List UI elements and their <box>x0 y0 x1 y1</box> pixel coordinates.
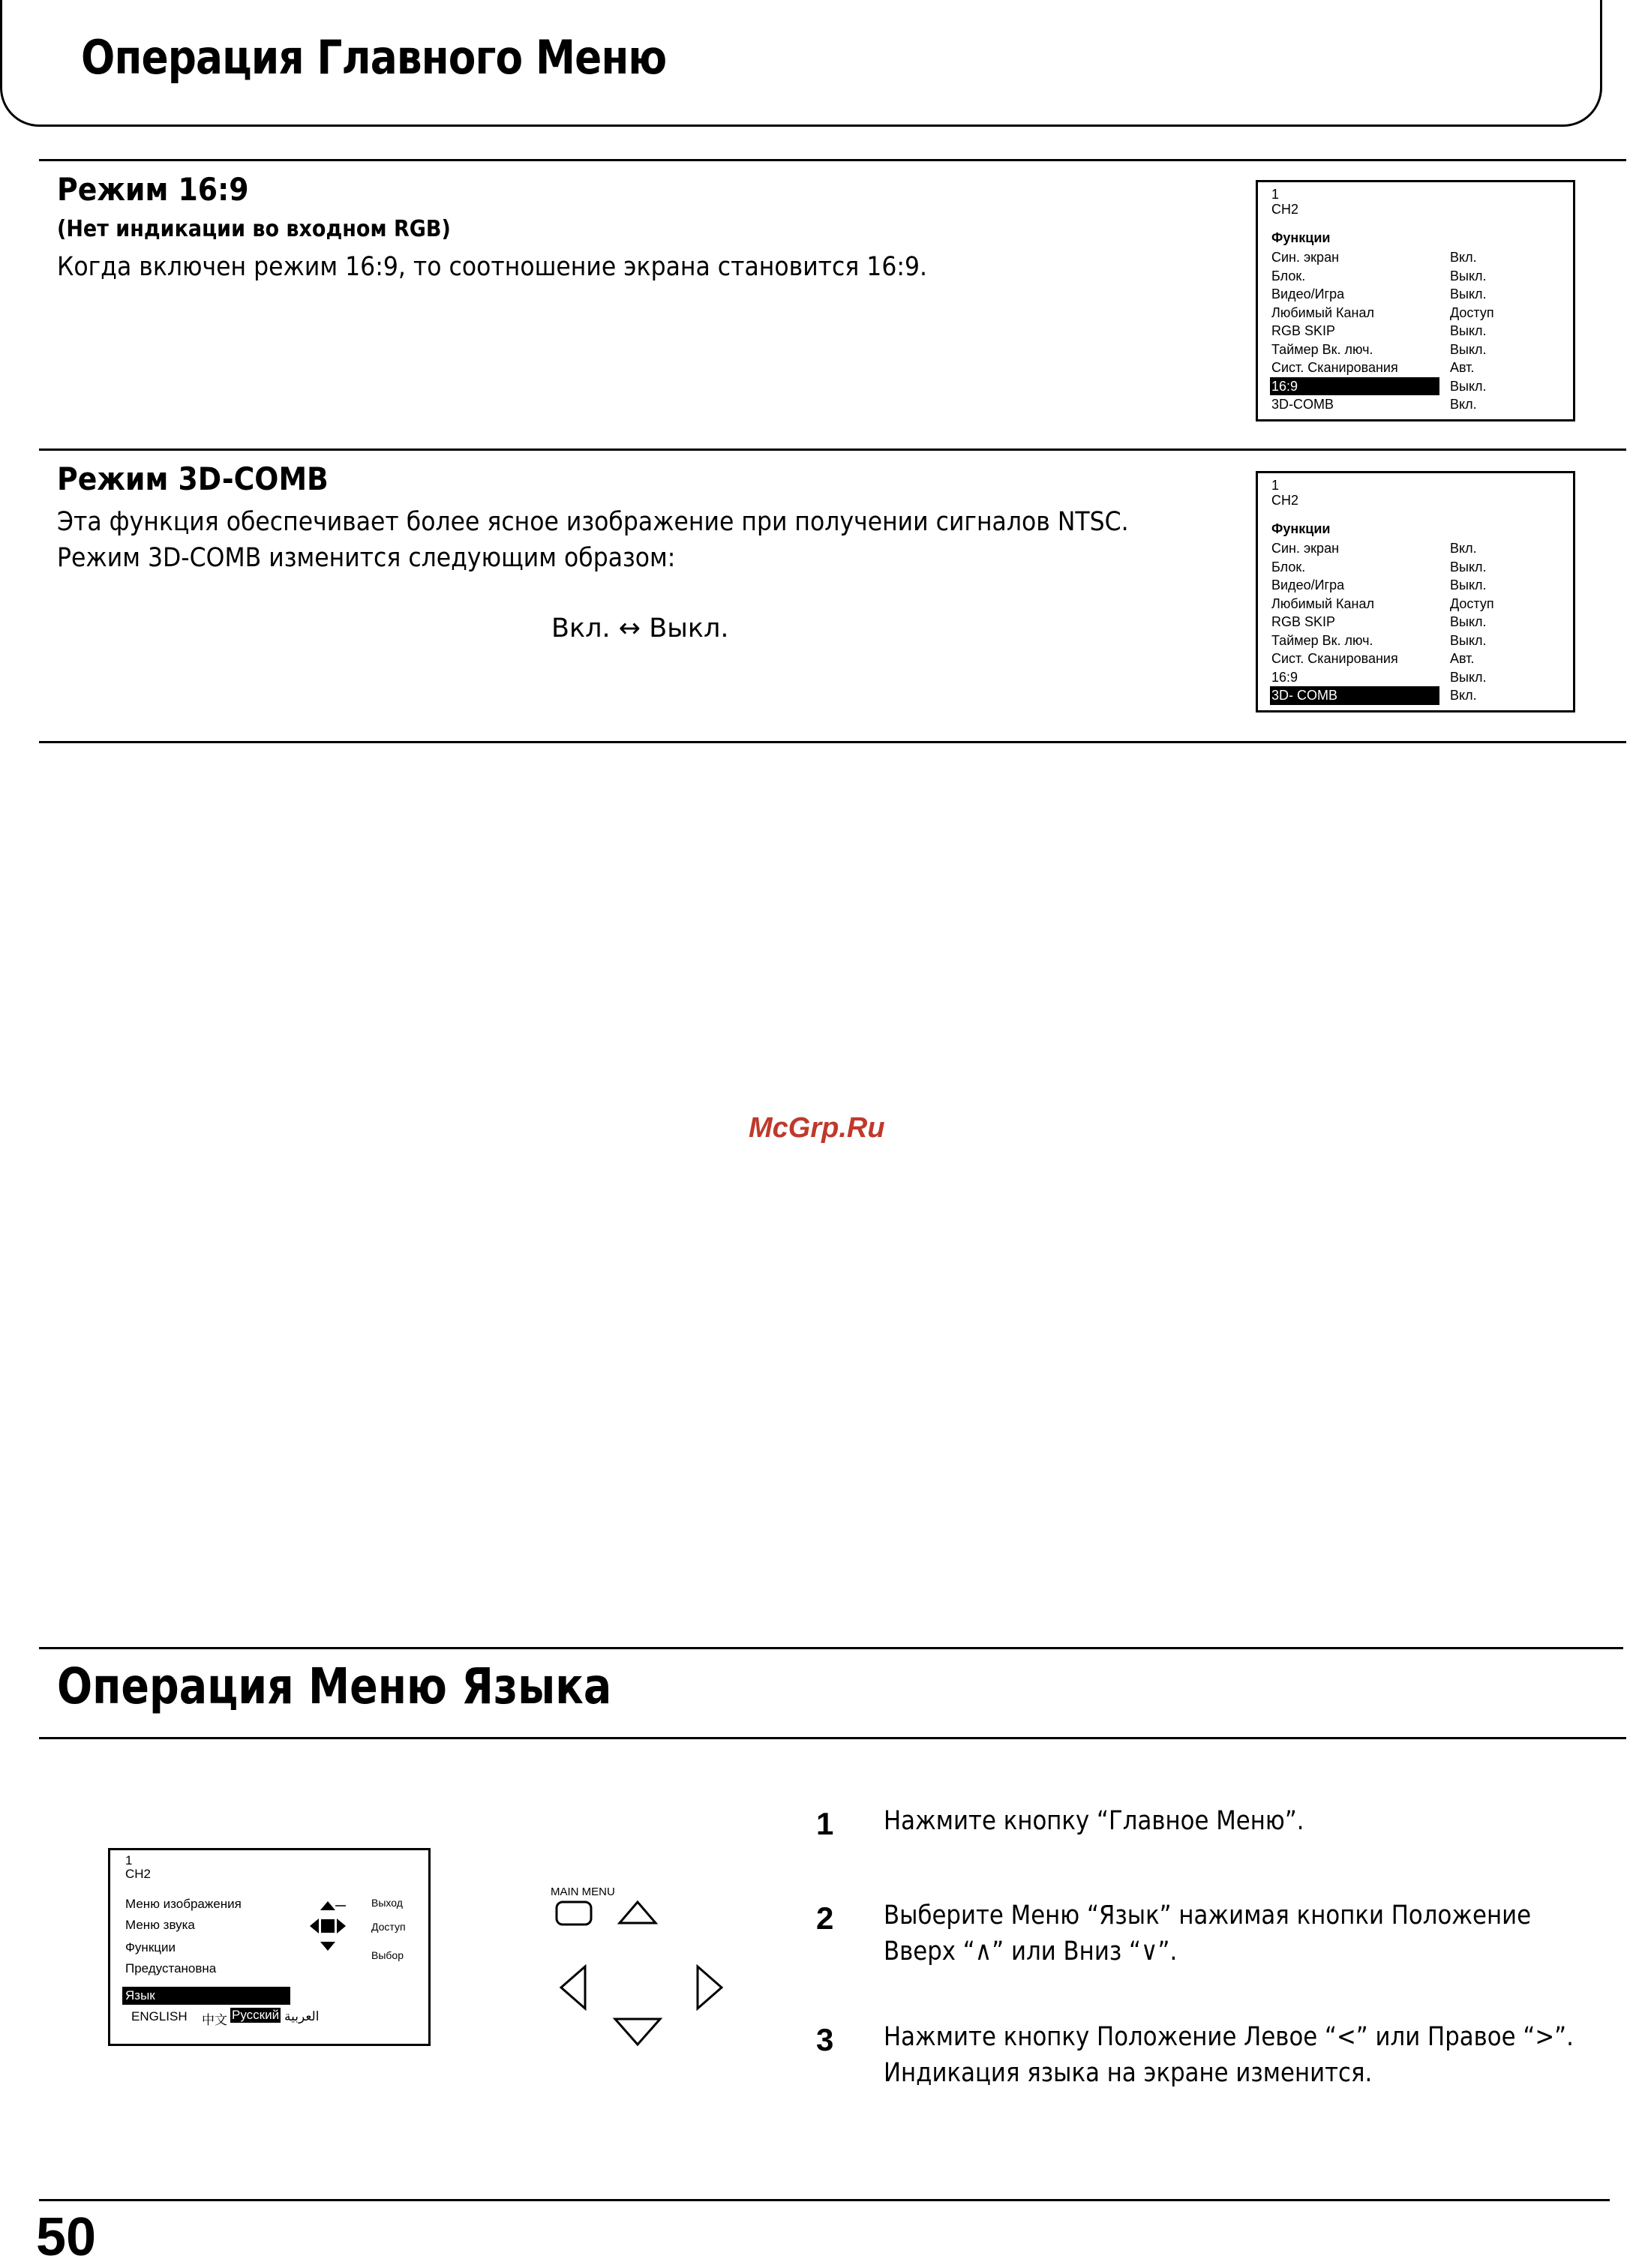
osd-num: 1 <box>1271 187 1280 202</box>
mode3d-line2: Режим 3D-COMB изменится следующим образом: <box>57 543 676 573</box>
osd-row <box>1270 613 1487 631</box>
osd-row <box>1270 558 1487 576</box>
osd-row-value: Вкл. <box>1450 541 1477 556</box>
osd-row-value: Авт. <box>1450 360 1475 375</box>
osd-row <box>1270 304 1494 322</box>
divider <box>39 448 1626 451</box>
osd-row <box>1270 576 1487 594</box>
osd-num: 1 <box>1271 478 1280 493</box>
osd-row-value: Выкл. <box>1450 341 1487 357</box>
legend-select: Выбор <box>371 1949 404 1961</box>
mode169-text: Когда включен режим 16:9, то соотношение экрана становится 16:9. <box>57 252 928 282</box>
osd-row-label: Таймер Вк. люч. <box>1271 632 1373 648</box>
step-text: Нажмите кнопку Положение Левое “<” или Правое “>”. <box>884 2022 1574 2052</box>
legend-exit: Выход <box>371 1897 403 1909</box>
osd-row-value: Выкл. <box>1450 632 1487 648</box>
osd-row-label: 3D-COMB <box>1271 397 1334 412</box>
menu-item-language: Язык <box>125 1988 155 2002</box>
osd-heading: Функции <box>1271 230 1331 245</box>
osd-row <box>1270 248 1477 266</box>
osd-row <box>1270 340 1487 358</box>
up-arrow-icon <box>620 1902 656 1923</box>
menu-item-functions: Функции <box>125 1940 176 1954</box>
osd-functions-3dcomb <box>1256 471 1575 712</box>
osd-row <box>1270 395 1477 413</box>
section-title-language: Операция Меню Языка <box>57 1658 612 1715</box>
osd-row-label: Видео/Игра <box>1271 286 1345 302</box>
osd-num: 1 <box>125 1853 133 1868</box>
osd-row-label: Видео/Игра <box>1271 578 1345 592</box>
mode3d-line1: Эта функция обеспечивает более ясное изображение при получении сигналов NTSC. <box>57 507 1129 537</box>
page-number: 50 <box>36 2207 97 2267</box>
osd-row-label: 16:9 <box>1270 377 1439 396</box>
dpad-legend-icon <box>308 1900 347 1952</box>
osd-channel: CH2 <box>1271 202 1299 217</box>
osd-row <box>1270 686 1477 704</box>
lang-english: ENGLISH <box>131 2009 188 2024</box>
osd-row-label: Сист. Сканирования <box>1271 360 1398 375</box>
lang-russian: Русский <box>232 2008 280 2022</box>
osd-row-value: Авт. <box>1450 651 1475 666</box>
osd-channel: CH2 <box>1271 493 1299 508</box>
osd-row-value: Выкл. <box>1450 669 1487 685</box>
footer-divider <box>39 2199 1610 2201</box>
lang-arabic: العربية <box>284 2009 320 2024</box>
osd-row-value: Доступ <box>1450 596 1494 611</box>
osd-row-value: Выкл. <box>1450 378 1487 394</box>
divider <box>39 159 1626 161</box>
osd-row-label: Син. экран <box>1271 250 1340 265</box>
mode169-subtitle: (Нет индикации во входном RGB) <box>57 216 451 242</box>
divider <box>39 1737 1626 1739</box>
osd-row <box>1270 650 1475 668</box>
main-menu-label: MAIN MENU <box>551 1886 615 1898</box>
menu-item-sound: Меню звука <box>125 1918 195 1932</box>
legend-access: Доступ <box>371 1921 406 1933</box>
page-title: Операция Главного Меню <box>81 30 667 85</box>
osd-row <box>1270 595 1494 613</box>
osd-row-label: Сист. Сканирования <box>1271 651 1398 666</box>
step-text: Выберите Меню “Язык” нажимая кнопки Положение <box>884 1900 1532 1930</box>
step-number: 2 <box>816 1900 834 1936</box>
watermark: McGrp.Ru <box>749 1112 885 1144</box>
osd-row-value: Выкл. <box>1450 614 1487 629</box>
mode3d-title: Режим 3D-COMB <box>57 460 329 497</box>
down-arrow-icon <box>615 2019 660 2044</box>
osd-row <box>1270 377 1487 395</box>
osd-heading: Функции <box>1271 521 1331 536</box>
step-text: Вверх “∧” или Вниз “∨”. <box>884 1936 1178 1966</box>
osd-row <box>1270 267 1487 285</box>
menu-item-picture: Меню изображения <box>125 1897 242 1911</box>
osd-row-label: Блок. <box>1271 268 1306 284</box>
osd-row-value: Выкл. <box>1450 578 1487 592</box>
step-number: 1 <box>816 1806 834 1841</box>
divider <box>39 741 1626 743</box>
osd-row <box>1270 285 1487 303</box>
remote-buttons-diagram <box>548 1899 728 2049</box>
divider <box>39 1647 1623 1649</box>
osd-functions-169 <box>1256 180 1575 422</box>
menu-item-preset: Предустановна <box>125 1961 217 1976</box>
osd-row-label: Любимый Канал <box>1271 304 1374 320</box>
step-text: Индикация языка на экране изменится. <box>884 2058 1373 2088</box>
osd-row-value: Доступ <box>1450 304 1494 320</box>
osd-row <box>1270 632 1487 650</box>
step-number: 3 <box>816 2022 834 2057</box>
main-menu-button-icon <box>557 1902 591 1924</box>
osd-row-value: Вкл. <box>1450 688 1477 703</box>
osd-row-value: Выкл. <box>1450 323 1487 338</box>
osd-row-label: 3D- COMB <box>1270 686 1439 705</box>
osd-row <box>1270 358 1475 376</box>
osd-row-label: Таймер Вк. люч. <box>1271 341 1373 357</box>
osd-row-label: 16:9 <box>1271 669 1298 685</box>
left-arrow-icon <box>561 1966 585 2008</box>
osd-row-value: Выкл. <box>1450 559 1487 574</box>
osd-row <box>1270 322 1487 340</box>
mode3d-toggle: Вкл. ↔ Выкл. <box>551 614 729 644</box>
osd-row-label: Любимый Канал <box>1271 596 1374 611</box>
osd-language-menu <box>108 1848 431 2046</box>
osd-channel: CH2 <box>125 1867 152 1881</box>
step-text: Нажмите кнопку “Главное Меню”. <box>884 1806 1304 1836</box>
lang-chinese: 中文 <box>202 2013 227 2027</box>
right-arrow-icon <box>698 1966 722 2008</box>
osd-row <box>1270 539 1477 557</box>
osd-row-label: RGB SKIP <box>1271 614 1336 629</box>
osd-row-value: Выкл. <box>1450 268 1487 284</box>
osd-row-value: Выкл. <box>1450 286 1487 302</box>
osd-row-label: Син. экран <box>1271 541 1340 556</box>
osd-row <box>1270 668 1487 686</box>
osd-row-value: Вкл. <box>1450 397 1477 412</box>
osd-row-label: Блок. <box>1271 559 1306 574</box>
osd-row-label: RGB SKIP <box>1271 323 1336 338</box>
osd-row-value: Вкл. <box>1450 250 1477 265</box>
mode169-title: Режим 16:9 <box>57 171 249 208</box>
